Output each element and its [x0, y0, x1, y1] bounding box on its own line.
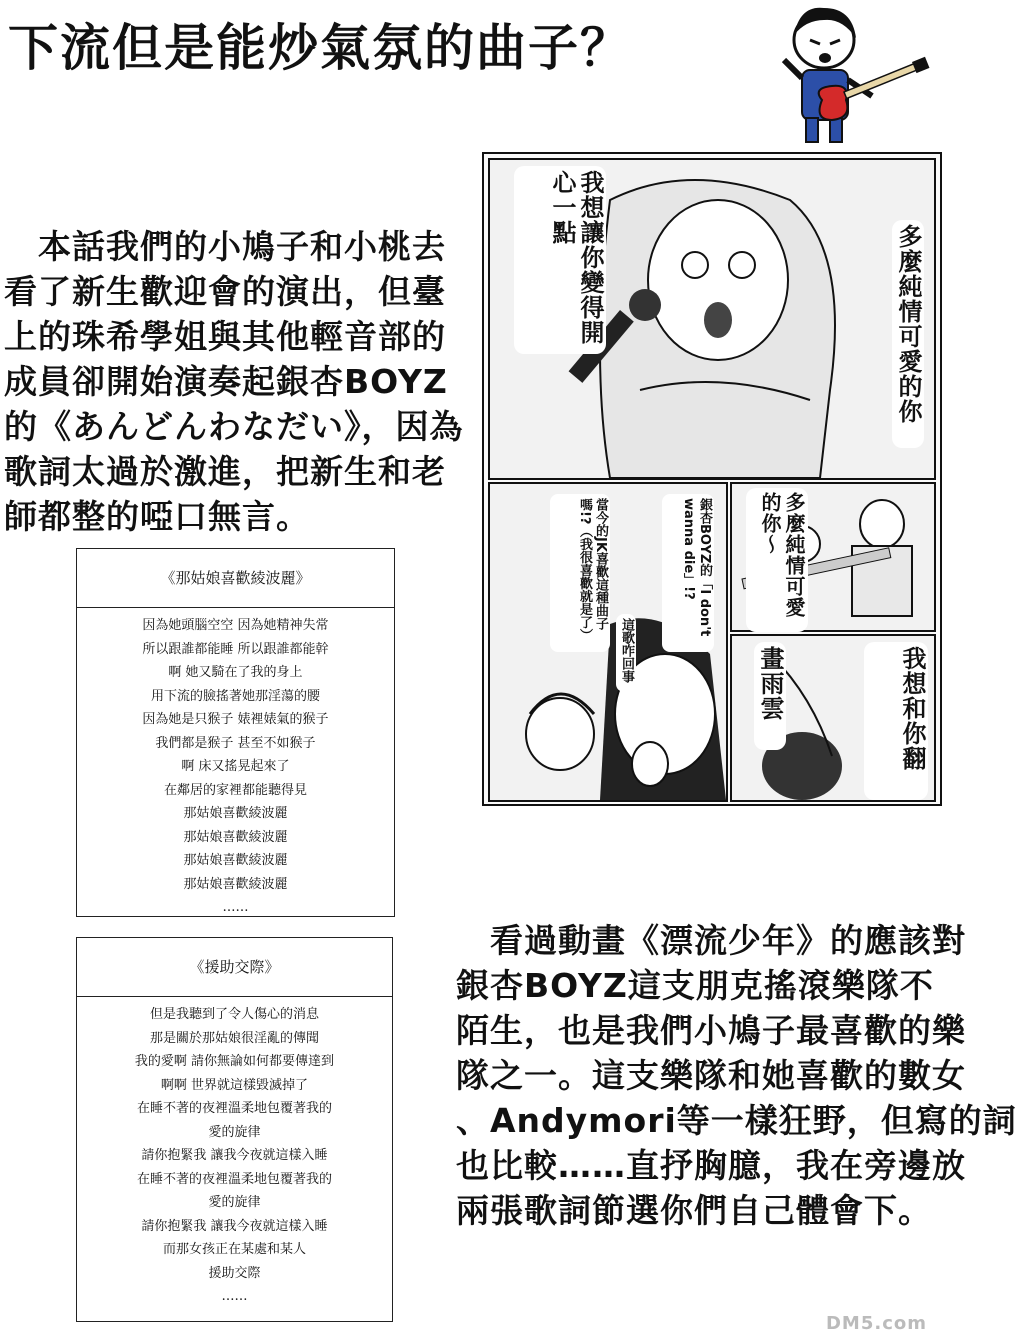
lyric-line: 因為她是只猴子 婊裡婊氣的猴子: [142, 712, 329, 727]
lyric-line: 我們都是猴子 甚至不如猴子: [155, 735, 316, 751]
speech-bubble: 這歌咋回事: [616, 614, 636, 692]
comic-panel-top: [488, 158, 936, 480]
lyric-line: ……: [221, 1289, 248, 1304]
lyric-line: 但是我聽到了令人傷心的消息: [149, 1007, 319, 1022]
lyric-line: 因為她頭腦空空 因為她精神失常: [142, 618, 329, 633]
lyric-line: 啊啊 世界就這樣毀滅掉了: [160, 1077, 309, 1093]
lyric-line: 愛的旋律: [208, 1124, 261, 1140]
lyrics-lines: [77, 997, 392, 1309]
intro-line: 看了新生歡迎會的演出，但臺: [4, 272, 446, 311]
outro-line: 隊之一。這支樂隊和她喜歡的數女: [456, 1056, 966, 1095]
comic-panel-middle-left: [488, 482, 728, 802]
speech-bubble: 我想和你翻: [864, 642, 928, 800]
lyric-line: 那是關於那姑娘很淫亂的傳聞: [149, 1030, 319, 1046]
intro-line: 的《あんどんわなだい》，因為: [4, 407, 464, 446]
intro-line: 成員卻開始演奏起銀杏BOYZ: [4, 362, 448, 401]
comic-panel-bottom-right: [730, 634, 936, 802]
page-title: 下流但是能炒氣氛的曲子？: [8, 19, 632, 77]
intro-line: 師都整的啞口無言。: [4, 497, 310, 536]
outro-line: 也比較……直抒胸臆，我在旁邊放: [456, 1146, 966, 1185]
speech-bubble: 銀杏BOYZ的「I don't wanna die」!?: [662, 494, 714, 652]
lyric-line: 而那女孩正在某處和某人: [162, 1242, 306, 1257]
outro-line: 、Andymori等一樣狂野，但寫的詞: [456, 1101, 1017, 1140]
lyric-line: 在睡不著的夜裡溫柔地包覆著我的: [136, 1101, 332, 1116]
lyrics-box-ayanami: [76, 548, 395, 917]
lyric-line: ……: [222, 900, 249, 915]
comic-panels: [482, 152, 942, 806]
outro-line: 兩張歌詞節選你們自己體會下。: [456, 1191, 932, 1230]
lyric-line: 我的愛啊 請你無論如何都要傳達到: [134, 1054, 335, 1069]
speech-bubble: 畫雨雲: [754, 642, 786, 750]
intro-paragraph: [4, 224, 474, 539]
outro-line: 銀杏BOYZ這支朋克搖滾樂隊不: [456, 966, 934, 1005]
lyric-line: 請你抱緊我 讓我今夜就這樣入睡: [141, 1218, 328, 1234]
speech-bubble: 我想讓你變得開心一點: [514, 166, 606, 354]
lyric-line: 援助交際: [208, 1265, 261, 1281]
lyric-line: 愛的旋律: [208, 1195, 261, 1210]
intro-line: 歌詞太過於激進，把新生和老: [4, 452, 446, 491]
outro-line: 看過動畫《漂流少年》的應該對: [456, 921, 966, 960]
lyric-line: 在睡不著的夜裡溫柔地包覆著我的: [136, 1171, 332, 1187]
intro-line: 上的珠希學姐與其他輕音部的: [4, 317, 446, 356]
lyrics-lines: [77, 608, 394, 920]
lyric-line: 那姑娘喜歡綾波麗: [183, 829, 288, 845]
comic-panel-middle-right: [730, 482, 936, 632]
lyric-line: 在鄰居的家裡都能聽得見: [163, 782, 307, 798]
lyric-line: 那姑娘喜歡綾波麗: [183, 876, 288, 892]
lyric-line: 那姑娘喜歡綾波麗: [183, 853, 288, 868]
site-watermark: DM5.com: [825, 1313, 927, 1334]
speech-bubble: 當今的JK喜歡這種曲子嗎!?（我很喜歡就是了）: [550, 494, 610, 652]
lyrics-box-enjo-kosai: [76, 937, 393, 1322]
lyrics-title: 《那姑娘喜歡綾波麗》: [77, 549, 394, 608]
lyrics-title: 《援助交際》: [77, 938, 392, 997]
lyric-line: 所以跟誰都能睡 所以跟誰都能幹: [142, 641, 329, 657]
mascot-illustration: [772, 0, 932, 150]
lyric-line: 請你抱緊我 讓我今夜就這樣入睡: [141, 1148, 328, 1163]
lyric-line: 那姑娘喜歡綾波麗: [183, 806, 288, 821]
lyric-line: 用下流的臉搖著她那淫蕩的腰: [150, 688, 320, 704]
outro-line: 陌生，也是我們小鳩子最喜歡的樂: [456, 1011, 966, 1050]
lyric-line: 啊 她又騎在了我的身上: [168, 665, 303, 680]
speech-bubble: 多麼純情可愛的你: [892, 220, 924, 448]
lyric-line: 啊 床又搖晃起來了: [181, 759, 290, 774]
intro-line: 本話我們的小鳩子和小桃去: [4, 227, 446, 266]
speech-bubble: 多麼純情可愛的你～: [746, 488, 808, 632]
outro-paragraph: [456, 918, 1017, 1233]
